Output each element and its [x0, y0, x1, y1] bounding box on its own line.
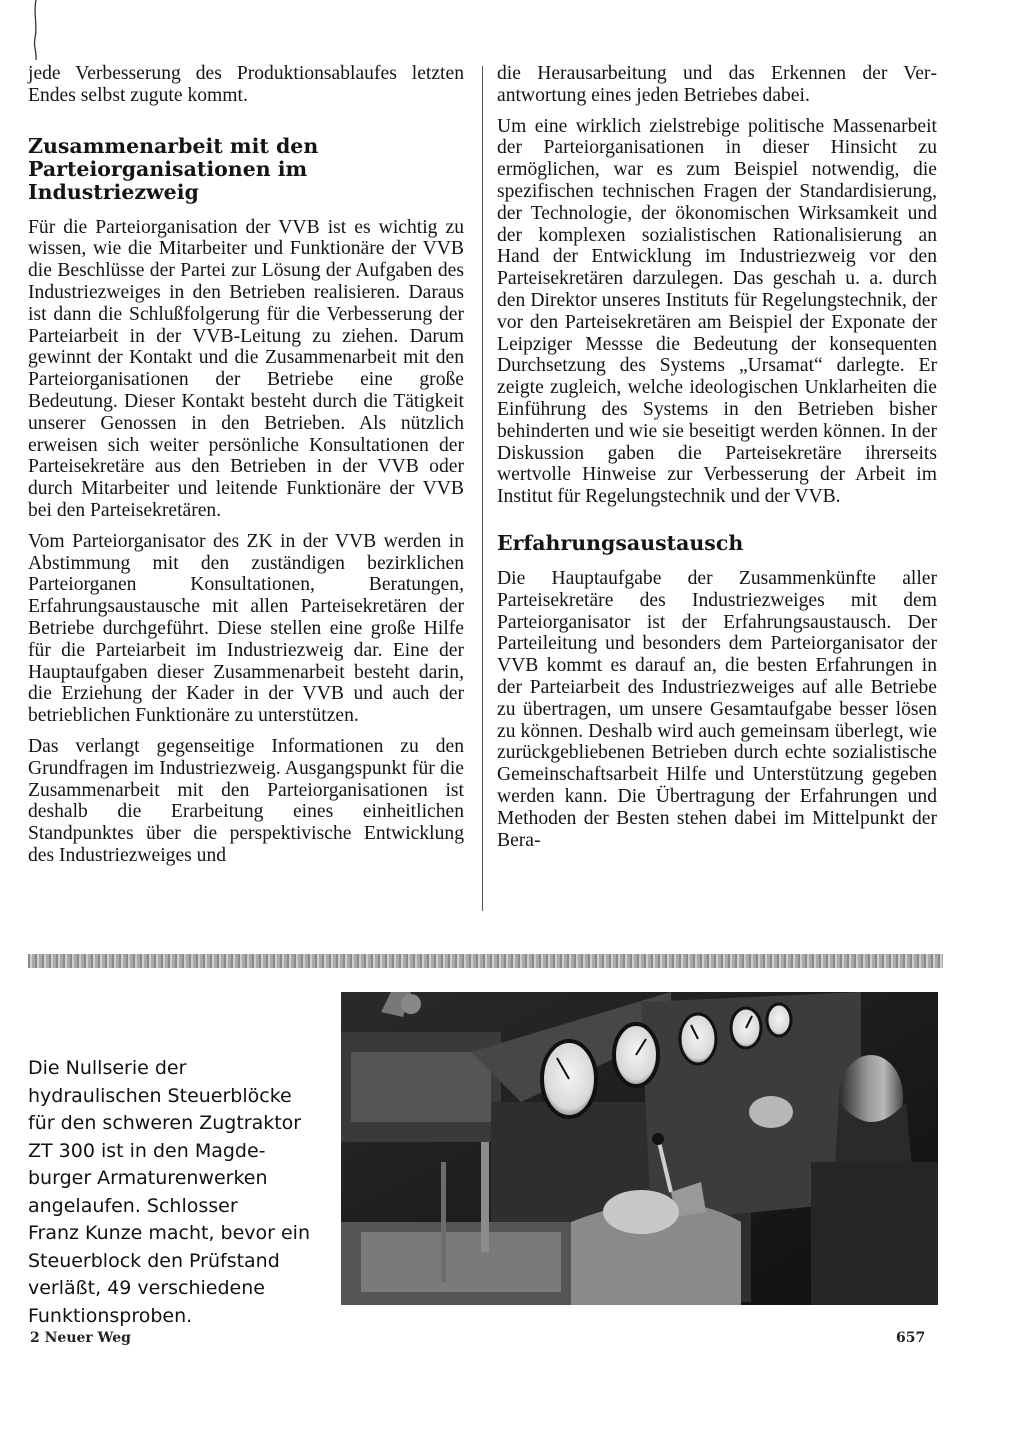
left-column — [28, 63, 464, 876]
right-column — [497, 63, 937, 860]
section-heading-zusammenarbeit: Zusammenarbeit mit den Parteiorganisationen im Industriezweig — [28, 133, 319, 204]
scan-edge-mark — [24, 0, 46, 60]
caption-line: Funktionsproben. — [28, 1304, 193, 1327]
footer-journal-name: 2 Neuer Weg — [30, 1330, 131, 1346]
body-paragraph: Um eine wirklich zielstrebige politische Massenarbeit der Parteiorganisationen in dieser Hinsicht zu ermöglichen, war es zum Beispiel notwendig, die spezifischen technischen Fragen der Standardisierung, der Technologie, der ökonomischen Wirksamkeit und der komplexen sozialistischen Rationalisierung an Hand der Entwicklung im Industriezweig vor den Parteisekretären darzulegen. Das geschah u. a. durch den Direktor unseres Instituts für Regelungstechnik, der vor den Parteisekretären am Beispiel der Exponate der Leipziger Messse die Bedeutung der konsequenten Durchsetzung des Systems „Ursamat“ darlegte. Er zeigte zugleich, welche ideologischen Unklarheiten die Einführung des Systems in den Betrieben bisher behinderten und wie sie beseitigt werden können. In der Diskussion gaben die Parteisekretäre ihrerseits wertvolle Hinweise zur Verbesserung der Arbeit im Institut für Regelungstechnik und der VVB. — [497, 115, 937, 508]
caption-line: hydraulischen Steuerblöcke — [28, 1084, 292, 1107]
caption-line: Steuerblock den Prüfstand — [28, 1249, 280, 1272]
body-paragraph: Vom Parteiorganisator des ZK in der VVB werden in Abstimmung mit den zuständigen bezirklichen Parteiorganen Konsultationen, Beratungen, Erfahrungsaustausche mit allen Parteisekretären der Betriebe durchgeführt. Diese stellen eine große Hilfe für die Parteiarbeit im Industriezweig dar. Eine der Hauptaufgaben dieser Zusammenarbeit besteht darin, die Erziehung der Kader in der VVB und auch der betrieblichen Funktionäre zu unterstützen. — [28, 530, 464, 727]
intro-paragraph: jede Verbesserung des Produktionsablaufes letzten Endes selbst zugute kommt. — [28, 63, 464, 106]
decorative-rule — [28, 954, 943, 968]
caption-line: Die Nullserie der — [28, 1057, 187, 1079]
photo-caption — [28, 1055, 328, 1330]
caption-line: angelaufen. Schlosser — [28, 1194, 238, 1217]
caption-line: Franz Kunze macht, bevor ein — [28, 1222, 311, 1244]
caption-line: verläßt, 49 verschiedene — [28, 1277, 265, 1299]
body-paragraph: die Herausarbeitung und das Erkennen der Verantwortung eines jeden Betriebes dabei. — [497, 63, 937, 106]
body-paragraph: Für die Parteiorganisation der VVB ist es wichtig zu wissen, wie die Mitarbeiter und Funktionäre der VVB die Beschlüsse der Partei zur Lösung der Aufgaben des Industriezweiges in den Betrieben realisieren. Daraus ist dann die Schlußfolgerung für die Verbesserung der Parteiarbeit in der VVB-Leitung zu ziehen. Darum gewinnt der Kontakt und die Zusammenarbeit mit den Parteiorganisationen der Betriebe eine große Bedeutung. Dieser Kontakt besteht durch die Tätigkeit unserer Genossen in den Betrieben. Als nützlich erweisen sich weiter persönliche Konsultationen der Parteisekretäre aus den Betrieben in der VVB oder durch Mitarbeiter und leitende Funktionäre der VVB bei den Parteisekretären. — [28, 216, 464, 521]
caption-line: burger Armaturenwerken — [28, 1167, 268, 1189]
caption-line: ZT 300 ist in den Magde- — [28, 1139, 266, 1162]
body-paragraph: Die Hauptaufgabe der Zusammenkünfte aller Parteisekretäre des Industriezweiges mit dem Parteiorganisator ist der Erfahrungsaustausch. Der Parteileitung und besonders dem Parteiorganisator der VVB kommt es darauf an, die besten Erfahrungen in der Parteiarbeit des Industriezweiges auf alle Betriebe zu übertragen, um unsere Gesamtaufgabe besser lösen zu können. Deshalb wird auch gemeinsam überlegt, wie zurückgebliebenen Betrieben durch echte sozialistische Gemeinschaftsarbeit Hilfe und Unterstützung gegeben werden kann. Die Übertragung der Erfahrungen und Methoden der Besten stehen dabei im Mittelpunkt der Bera- — [497, 567, 937, 851]
column-divider — [482, 66, 483, 911]
section-heading-erfahrungsaustausch: Erfahrungsaustausch — [497, 530, 744, 555]
page-number: 657 — [896, 1330, 926, 1346]
photo-hydraulic-test-bench — [341, 992, 938, 1305]
caption-line: für den schweren Zugtraktor — [28, 1112, 302, 1134]
body-paragraph: Das verlangt gegenseitige Informationen zu den Grundfragen im Industriezweig. Ausgangspunkt für die Zusammenarbeit mit den Parteiorganisationen ist deshalb die Erarbeitung eines einheitlichen Standpunktes über die perspektivische Entwicklung des Industriezweiges und — [28, 735, 464, 866]
